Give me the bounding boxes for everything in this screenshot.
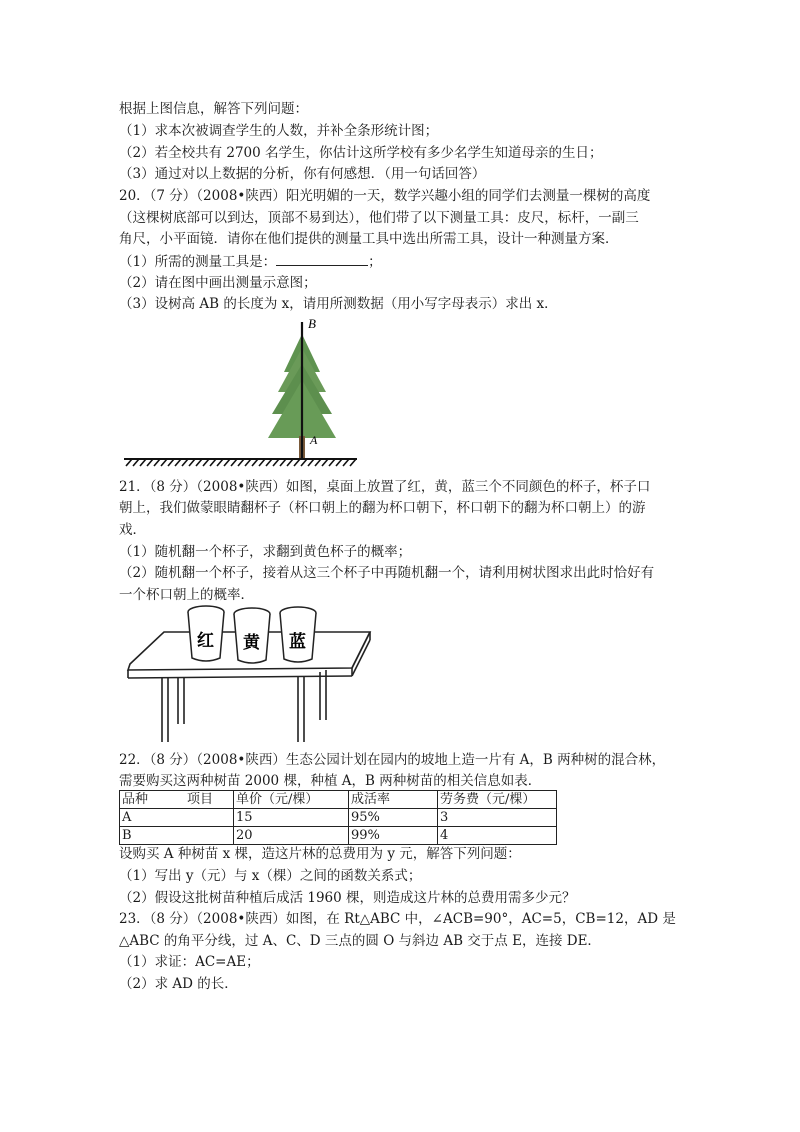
ground-hatch-mark xyxy=(294,459,300,466)
q21-line1: 21．（8 分）（2008•陕西）如图，桌面上放置了红，黄，蓝三个不同颜色的杯子，杯子口 xyxy=(119,479,651,495)
cup-label-yellow: 黄 xyxy=(243,633,260,653)
ground-hatch-mark xyxy=(231,459,237,466)
q20-part2: （2）请在图中画出测量示意图； xyxy=(119,275,317,291)
ground-hatch-mark xyxy=(224,459,230,466)
ground-hatch-mark xyxy=(196,459,202,466)
q19-part2: （2）若全校共有 2700 名学生，你估计这所学校有多少名学生知道母亲的生日； xyxy=(119,145,603,161)
q23-part2: （2）求 AD 的长． xyxy=(119,976,238,992)
q23-line2: △ABC 的角平分线，过 A、C、D 三点的圆 O 与斜边 AB 交于点 E，连接 DE． xyxy=(119,933,601,949)
ground-hatch-mark xyxy=(168,459,174,466)
ground-hatch-mark xyxy=(350,459,356,466)
ground-hatch-mark xyxy=(182,459,188,466)
q19-part3: （3）通过对以上数据的分析，你有何感想．（用一句话回答） xyxy=(119,166,486,182)
cups-table-figure xyxy=(120,602,380,744)
cell-price: 15 xyxy=(234,809,349,827)
q20-part1 xyxy=(119,251,382,272)
ground-hatch-mark xyxy=(259,459,265,466)
ground-hatch-mark xyxy=(238,459,244,466)
cup-label-red: 红 xyxy=(197,631,214,651)
q20-part1-prefix: （1）所需的测量工具是： xyxy=(119,254,277,270)
cell-variety: B xyxy=(120,827,234,845)
table-header-row xyxy=(120,791,557,809)
ground-hatch-mark xyxy=(126,459,132,466)
q22-after: 设购买 A 种树苗 x 棵，造这片林的总费用为 y 元，解答下列问题： xyxy=(119,846,521,862)
table-legs xyxy=(162,670,326,742)
ground-hatch-mark xyxy=(322,459,328,466)
cell-labor: 4 xyxy=(438,827,557,845)
cell-rate: 99% xyxy=(349,827,438,845)
cup-blue xyxy=(280,607,316,662)
header-labor-cost: 劳务费（元/棵） xyxy=(438,791,557,809)
cell-rate: 95% xyxy=(349,809,438,827)
q19-intro: 根据上图信息，解答下列问题： xyxy=(119,101,308,117)
ground-line xyxy=(124,459,357,466)
label-b: B xyxy=(308,316,316,331)
ground-hatch-mark xyxy=(273,459,279,466)
q20-line1: 20．（7 分）（2008•陕西）阳光明媚的一天，数学兴趣小组的同学们去测量一棵树的高度 xyxy=(119,188,651,204)
ground-hatch-mark xyxy=(315,459,321,466)
cup-yellow xyxy=(234,608,270,663)
q20-part1-suffix: ； xyxy=(368,254,382,270)
answer-blank[interactable] xyxy=(276,251,368,266)
q21-part2-line2: 一个杯口朝上的概率． xyxy=(119,587,254,603)
header-variety-item: 品种 项目 xyxy=(120,791,234,809)
header-survival-rate: 成活率 xyxy=(349,791,438,809)
ground-hatch-mark xyxy=(266,459,272,466)
ground-hatch-mark xyxy=(280,459,286,466)
ground-hatch-mark xyxy=(245,459,251,466)
q20-part3: （3）设树高 AB 的长度为 x，请用所测数据（用小写字母表示）求出 x． xyxy=(119,296,558,312)
label-a: A xyxy=(310,433,318,447)
cell-price: 20 xyxy=(234,827,349,845)
cell-labor: 3 xyxy=(438,809,557,827)
q22-part2: （2）假设这批树苗种植后成活 1960 棵，则造成这片林的总费用需多少元？ xyxy=(119,890,576,906)
ground-hatch-mark xyxy=(301,459,307,466)
cup-red xyxy=(188,606,224,661)
cup-label-blue: 蓝 xyxy=(289,632,306,652)
ground-hatch-mark xyxy=(343,459,349,466)
q21-part1: （1）随机翻一个杯子，求翻到黄色杯子的概率； xyxy=(119,544,412,560)
ground-hatch-mark xyxy=(175,459,181,466)
ground-hatch-mark xyxy=(287,459,293,466)
cell-variety: A xyxy=(120,809,234,827)
ground-hatch-mark xyxy=(133,459,139,466)
q21-part2-line1: （2）随机翻一个杯子，接着从这三个杯子中再随机翻一个，请利用树状图求出此时恰好有 xyxy=(119,565,655,581)
q21-line2: 朝上，我们做蒙眼睛翻杯子（杯口朝上的翻为杯口朝下，杯口朝下的翻为杯口朝上）的游 xyxy=(119,500,646,516)
q23-line1: 23．（8 分）（2008•陕西）如图，在 Rt△ABC 中，∠ACB=90°，AC=5，CB=12，AD 是 xyxy=(119,911,676,927)
ground-hatch-mark xyxy=(210,459,216,466)
seedling-info-table xyxy=(119,790,557,845)
ground-hatch-mark xyxy=(147,459,153,466)
table-row xyxy=(120,827,557,845)
ground-hatch-mark xyxy=(161,459,167,466)
ground-hatch-mark xyxy=(203,459,209,466)
q20-line2: （这棵树底部可以到达，顶部不易到达），他们带了以下测量工具：皮尺，标杆，一副三 xyxy=(119,210,639,226)
ground-hatch-mark xyxy=(252,459,258,466)
q23-part1: （1）求证：AC=AE； xyxy=(119,954,260,970)
ground-hatch-mark xyxy=(140,459,146,466)
q22-line2: 需要购买这两种树苗 2000 棵，种植 A，B 两种树苗的相关信息如表． xyxy=(119,773,542,789)
ground-hatch-mark xyxy=(217,459,223,466)
q22-line1: 22．（8 分）（2008•陕西）生态公园计划在园内的坡地上造一片有 A，B 两种树的混合林， xyxy=(119,752,666,768)
q20-line3: 角尺，小平面镜．请你在他们提供的测量工具中选出所需工具，设计一种测量方案． xyxy=(119,231,619,247)
ground-hatch-mark xyxy=(154,459,160,466)
ground-hatch-mark xyxy=(189,459,195,466)
ground-hatch-mark xyxy=(336,459,342,466)
table-row xyxy=(120,809,557,827)
tree-figure xyxy=(120,312,460,467)
ground-hatch-mark xyxy=(308,459,314,466)
q22-part1: （1）写出 y（元）与 x（棵）之间的函数关系式； xyxy=(119,868,422,884)
q19-part1: （1）求本次被调查学生的人数，并补全条形统计图； xyxy=(119,123,439,139)
q21-line3: 戏． xyxy=(119,522,146,538)
ground-hatch-mark xyxy=(329,459,335,466)
header-unit-price: 单价（元/棵） xyxy=(234,791,349,809)
